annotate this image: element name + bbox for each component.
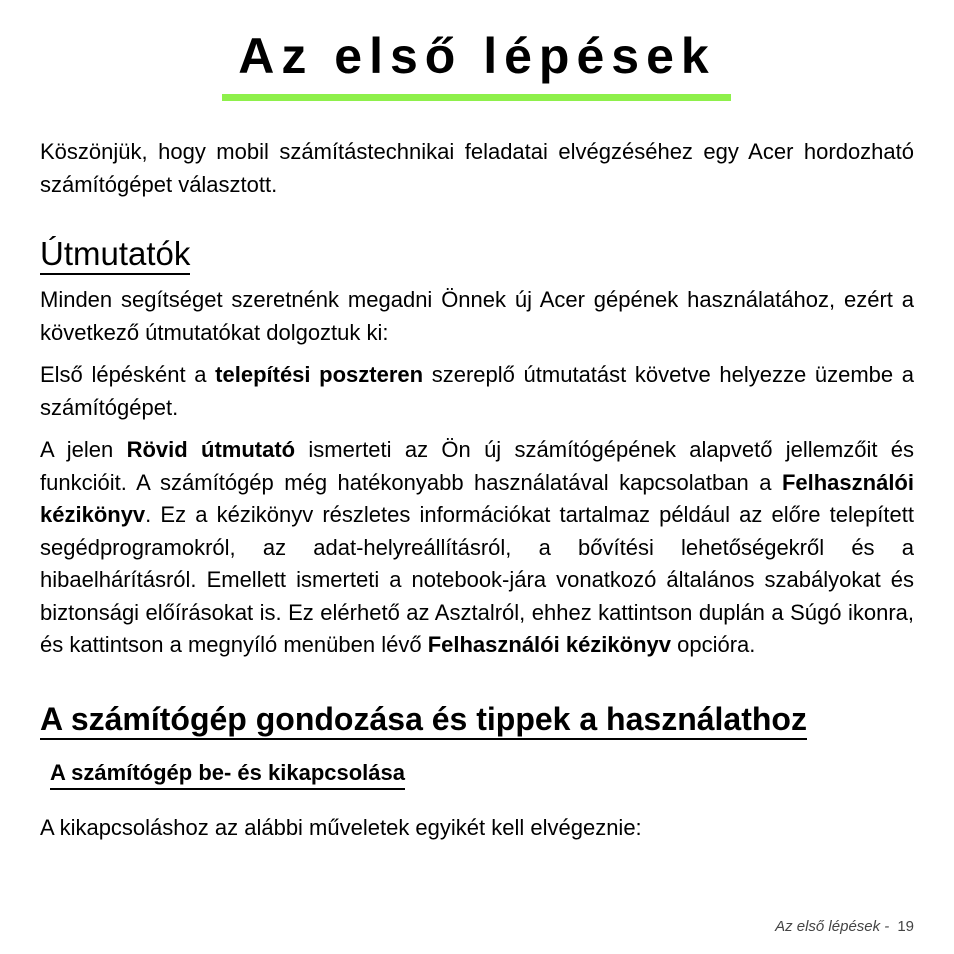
- footer-label: Az első lépések -: [775, 918, 890, 935]
- page-number: 19: [897, 918, 914, 935]
- p3-bold-user-guide: Felhasználói kézikönyv: [40, 469, 914, 527]
- section1-paragraph-1: Minden segítséget szeretnénk megadni Önnek új Acer gépének használatához, ezért a következő útmutatókat dolgoztuk ki:: [40, 287, 914, 345]
- page-content: [40, 136, 914, 854]
- section1-paragraph-2: [40, 359, 914, 424]
- p3-bold-user-guide-2: Felhasználói kézikönyv: [427, 632, 671, 657]
- p3-text-a: A jelen: [40, 437, 127, 462]
- page-title: Az első lépések: [238, 28, 716, 84]
- p2-text-c: szereplő útmutatást követve helyezze üzembe a számítógépet.: [40, 362, 915, 420]
- intro-paragraph: Köszönjük, hogy mobil számítástechnikai feladatai elvégzéséhez egy Acer hordozható számítógépet választott.: [40, 139, 914, 197]
- p2-bold-poster: telepítési poszteren: [215, 362, 424, 387]
- page-footer: [775, 918, 914, 935]
- p3-bold-quick-guide: Rövid útmutató: [126, 437, 296, 462]
- p2-text-a: Első lépésként a: [40, 362, 216, 387]
- p3-text-c: ismerteti az Ön új számítógépének alapvető jellemzőit és funkcióit. A számítógép még hatékonyabb használatával kapcsolatban a: [40, 437, 914, 495]
- p3-text-e: . Ez a kézikönyv részletes információkat tartalmaz például az előre telepített segédprogramokról, az adat-helyreállításról, a bővítési lehetőségekről és a hibaelhárításról. Emellett ismerteti a notebook-jára vonatkozó általános szabályokat és biztonsági előírásokat is. Ez elérhető az Asztalról, ehhez kattintson duplán a Súgó ikonra, és kattintson a megnyíló menüben lévő: [40, 502, 914, 657]
- section-heading-care-tips: A számítógép gondozása és tippek a használathoz: [40, 700, 807, 740]
- section1-paragraph-3: [40, 434, 914, 662]
- subsection-heading-power: A számítógép be- és kikapcsolása: [50, 758, 405, 790]
- section2-paragraph-1: A kikapcsoláshoz az alábbi műveletek egyikét kell elvégeznie:: [40, 814, 642, 840]
- title-underline: [222, 94, 731, 101]
- section-heading-utmutatok: Útmutatók: [40, 235, 190, 275]
- p3-text-g: opcióra.: [671, 632, 756, 657]
